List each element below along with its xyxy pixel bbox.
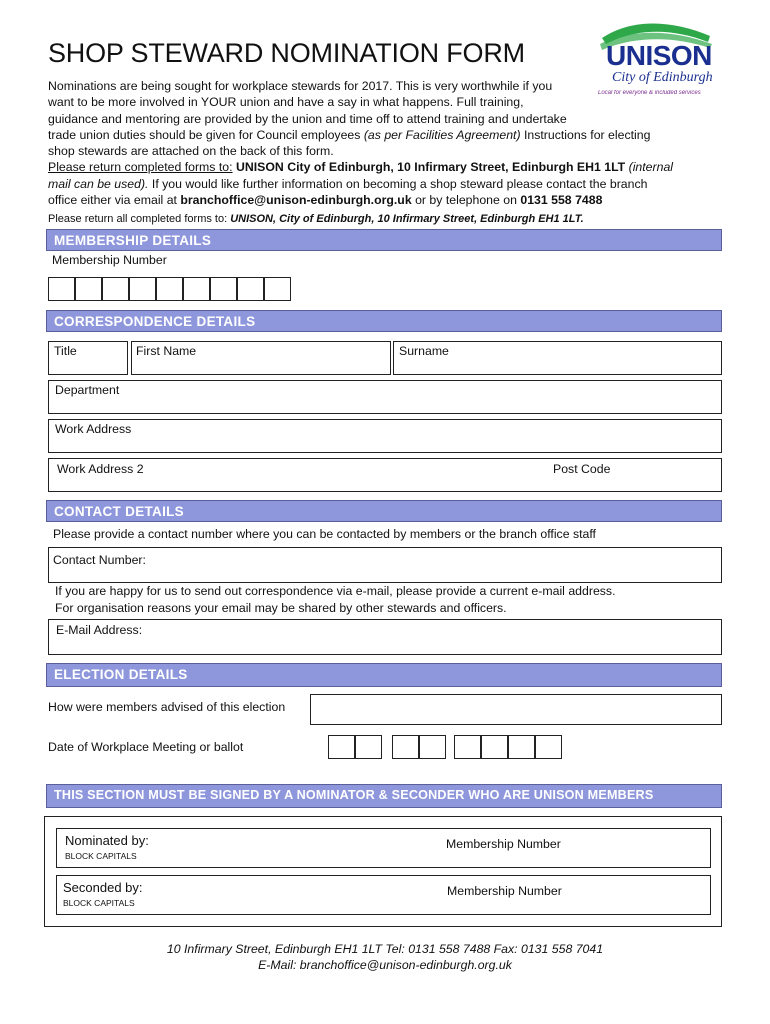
work-address-field[interactable]: [48, 419, 722, 453]
surname-field[interactable]: [393, 341, 722, 375]
seconded-block-capitals: BLOCK CAPITALS: [63, 898, 135, 908]
seconded-by-field[interactable]: [56, 875, 711, 915]
intro-line-8a: office either via email at: [48, 193, 181, 208]
election-details-header: ELECTION DETAILS: [46, 663, 722, 687]
date-year-box[interactable]: [508, 735, 535, 759]
nominated-by-label: Nominated by:: [65, 833, 149, 848]
logo-city: City of Edinburgh: [612, 70, 713, 85]
date-spacer: [382, 735, 392, 759]
intro-line-3: guidance and mentoring are provided by the union and time off to attend training and undertake: [48, 111, 567, 126]
membership-details-header: MEMBERSHIP DETAILS: [46, 229, 722, 251]
election-advised-field[interactable]: [310, 694, 722, 725]
membership-digit-box[interactable]: [129, 277, 156, 301]
work-address-label: Work Address: [55, 422, 132, 436]
nominated-membership-number-label: Membership Number: [446, 837, 561, 851]
branch-phone: 0131 558 7488: [520, 193, 603, 208]
page-title: SHOP STEWARD NOMINATION FORM: [48, 38, 525, 68]
nominated-by-field[interactable]: [56, 828, 711, 868]
seconded-membership-number-label: Membership Number: [447, 884, 562, 898]
membership-number-label: Membership Number: [52, 253, 167, 267]
membership-digit-box[interactable]: [48, 277, 75, 301]
date-year-box[interactable]: [454, 735, 481, 759]
post-code-label: Post Code: [553, 462, 611, 476]
email-address-field[interactable]: [48, 619, 722, 655]
intro-line-4b: (as per Facilities Agreement): [363, 127, 521, 142]
election-date-boxes[interactable]: [328, 735, 562, 759]
logo-name: UNISON: [606, 40, 712, 71]
intro-line-5: shop stewards are attached on the back of this form.: [48, 144, 334, 159]
contact-details-header: CONTACT DETAILS: [46, 500, 722, 522]
date-month-box[interactable]: [392, 735, 419, 759]
intro-line-1: Nominations are being sought for workplace stewards for 2017. This is very worthwhile if you: [48, 79, 553, 93]
surname-label: Surname: [399, 344, 449, 358]
contact-note: Please provide a contact number where you can be contacted by members or the branch office staff: [53, 527, 596, 541]
membership-digit-box[interactable]: [237, 277, 264, 301]
date-day-box[interactable]: [355, 735, 382, 759]
branch-email-link[interactable]: branchoffice@unison-edinburgh.org.uk: [180, 193, 412, 208]
contact-number-field[interactable]: [48, 547, 722, 583]
date-spacer: [446, 735, 454, 759]
intro-paragraph: [48, 78, 696, 228]
intro-line-7b: If you would like further information on becoming a shop steward please contact the branch: [148, 176, 648, 191]
work-address-2-label: Work Address 2: [57, 462, 144, 476]
intro-line-7a: mail can be used).: [48, 176, 149, 191]
election-date-label: Date of Workplace Meeting or ballot: [48, 740, 244, 754]
email-note-1: If you are happy for us to send out correspondence via e-mail, please provide a current e-mail address.: [55, 584, 616, 598]
email-note-2: For organisation reasons your email may be shared by other stewards and officers.: [55, 601, 507, 615]
title-label: Title: [54, 344, 77, 358]
date-year-box[interactable]: [535, 735, 562, 759]
date-year-box[interactable]: [481, 735, 508, 759]
intro-line-8c: or by telephone on: [411, 193, 521, 208]
contact-number-label: Contact Number:: [53, 553, 146, 567]
footer-address: 10 Infirmary Street, Edinburgh EH1 1LT Tel: 0131 558 7488 Fax: 0131 558 7041: [166, 942, 604, 956]
nominated-block-capitals: BLOCK CAPITALS: [65, 851, 137, 861]
membership-digit-box[interactable]: [210, 277, 237, 301]
membership-digit-box[interactable]: [102, 277, 129, 301]
return-label: Please return all completed forms to:: [48, 213, 228, 226]
election-advised-label: How were members advised of this election: [48, 700, 286, 714]
date-day-box[interactable]: [328, 735, 355, 759]
logo-tagline: Local for everyone & included services: [598, 90, 701, 96]
intro-line-6c: (internal: [625, 160, 674, 175]
first-name-label: First Name: [136, 344, 197, 358]
return-address: UNISON, City of Edinburgh, 10 Infirmary Street, Edinburgh EH1 1LT.: [227, 213, 584, 226]
seconded-by-label: Seconded by:: [63, 880, 143, 895]
intro-line-2: want to be more involved in YOUR union and have a say in what happens. Full training,: [48, 95, 524, 110]
date-month-box[interactable]: [419, 735, 446, 759]
intro-line-6a: Please return completed forms to:: [48, 160, 233, 175]
department-label: Department: [55, 383, 120, 397]
correspondence-details-header: CORRESPONDENCE DETAILS: [46, 310, 722, 332]
membership-number-boxes[interactable]: [48, 277, 291, 301]
membership-digit-box[interactable]: [156, 277, 183, 301]
intro-line-6b: UNISON City of Edinburgh, 10 Infirmary Street, Edinburgh EH1 1LT: [232, 160, 626, 175]
footer-email: E-Mail: branchoffice@unison-edinburgh.org.uk: [258, 958, 512, 972]
intro-line-4c: Instructions for electing: [520, 127, 651, 142]
membership-digit-box[interactable]: [183, 277, 210, 301]
signing-section-header: THIS SECTION MUST BE SIGNED BY A NOMINATOR & SECONDER WHO ARE UNISON MEMBERS: [46, 784, 722, 808]
membership-digit-box[interactable]: [264, 277, 291, 301]
department-field[interactable]: [48, 380, 722, 414]
intro-line-4a: trade union duties should be given for Council employees: [48, 127, 364, 142]
work-address-2-field[interactable]: [48, 458, 722, 492]
membership-digit-box[interactable]: [75, 277, 102, 301]
first-name-field[interactable]: [131, 341, 391, 375]
email-address-label: E-Mail Address:: [56, 623, 143, 637]
title-field[interactable]: [48, 341, 128, 375]
